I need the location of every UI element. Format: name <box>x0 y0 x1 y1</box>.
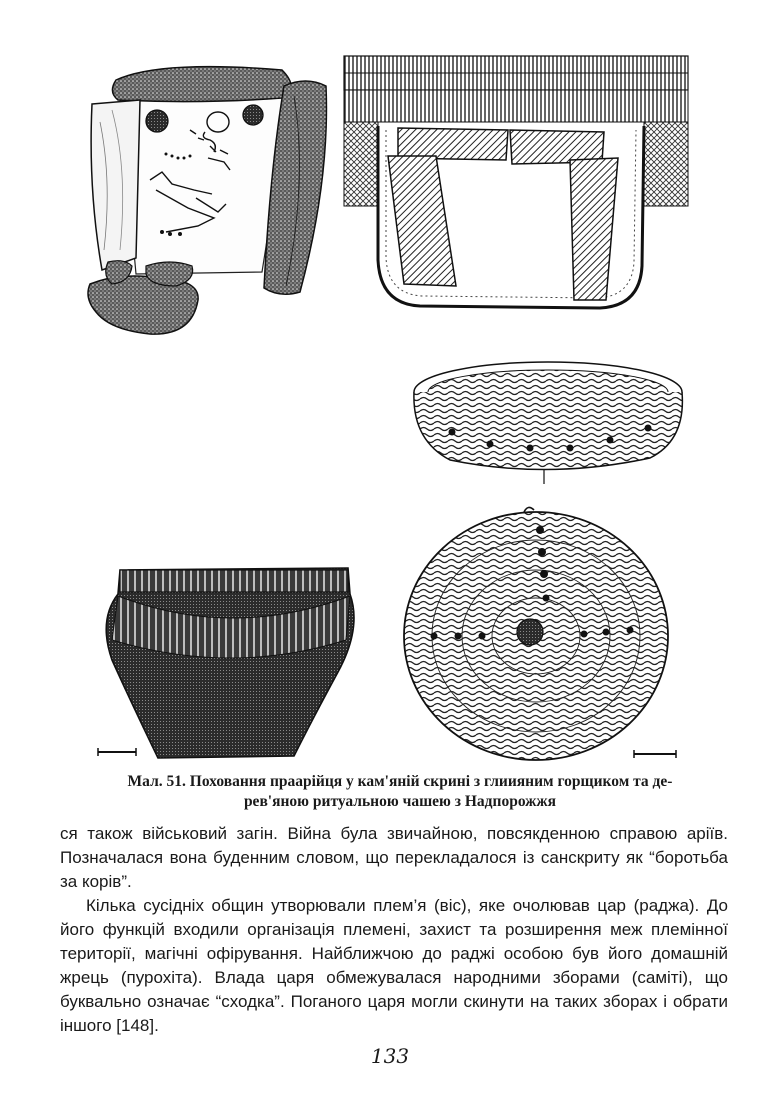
clay-pot-drawing <box>98 568 354 758</box>
paragraph-2: Кілька сусідніх общин утворювали плем’я (віс), яке очолював цар (раджа). До його функцій входили організація племені, захист та розширення меж племінної території, магічні офірування. Найближчою до раджі особою був його домашній жрець (пурохіта). Влада царя обмежувалася народними зборами (саміті), що буквально означає “сходка”. Поганого царя могли скинути на таких зборах і обрати іншого [148]. <box>60 896 728 1035</box>
stone-cist-drawing <box>88 67 326 334</box>
paragraph-1: ся також військовий загін. Війна була звичайною, повсякденною справою аріїв. Позначалася вона буденним словом, що перекладалося із санскриту як “боротьба за корів”. <box>60 824 728 891</box>
caption-line-1: Мал. 51. Поховання праарійця у кам'яній скрині з глиияним горщиком та де- <box>127 773 673 790</box>
wooden-bowl-top-drawing <box>404 507 676 760</box>
body-text <box>60 822 728 1038</box>
figure-caption <box>60 772 740 812</box>
wooden-bowl-side-drawing <box>414 362 683 484</box>
page-number: 133 <box>370 1044 410 1068</box>
caption-line-2: рев'яною ритуальною чашею з Надпорожжя <box>243 793 557 810</box>
cist-section-drawing <box>344 56 688 308</box>
